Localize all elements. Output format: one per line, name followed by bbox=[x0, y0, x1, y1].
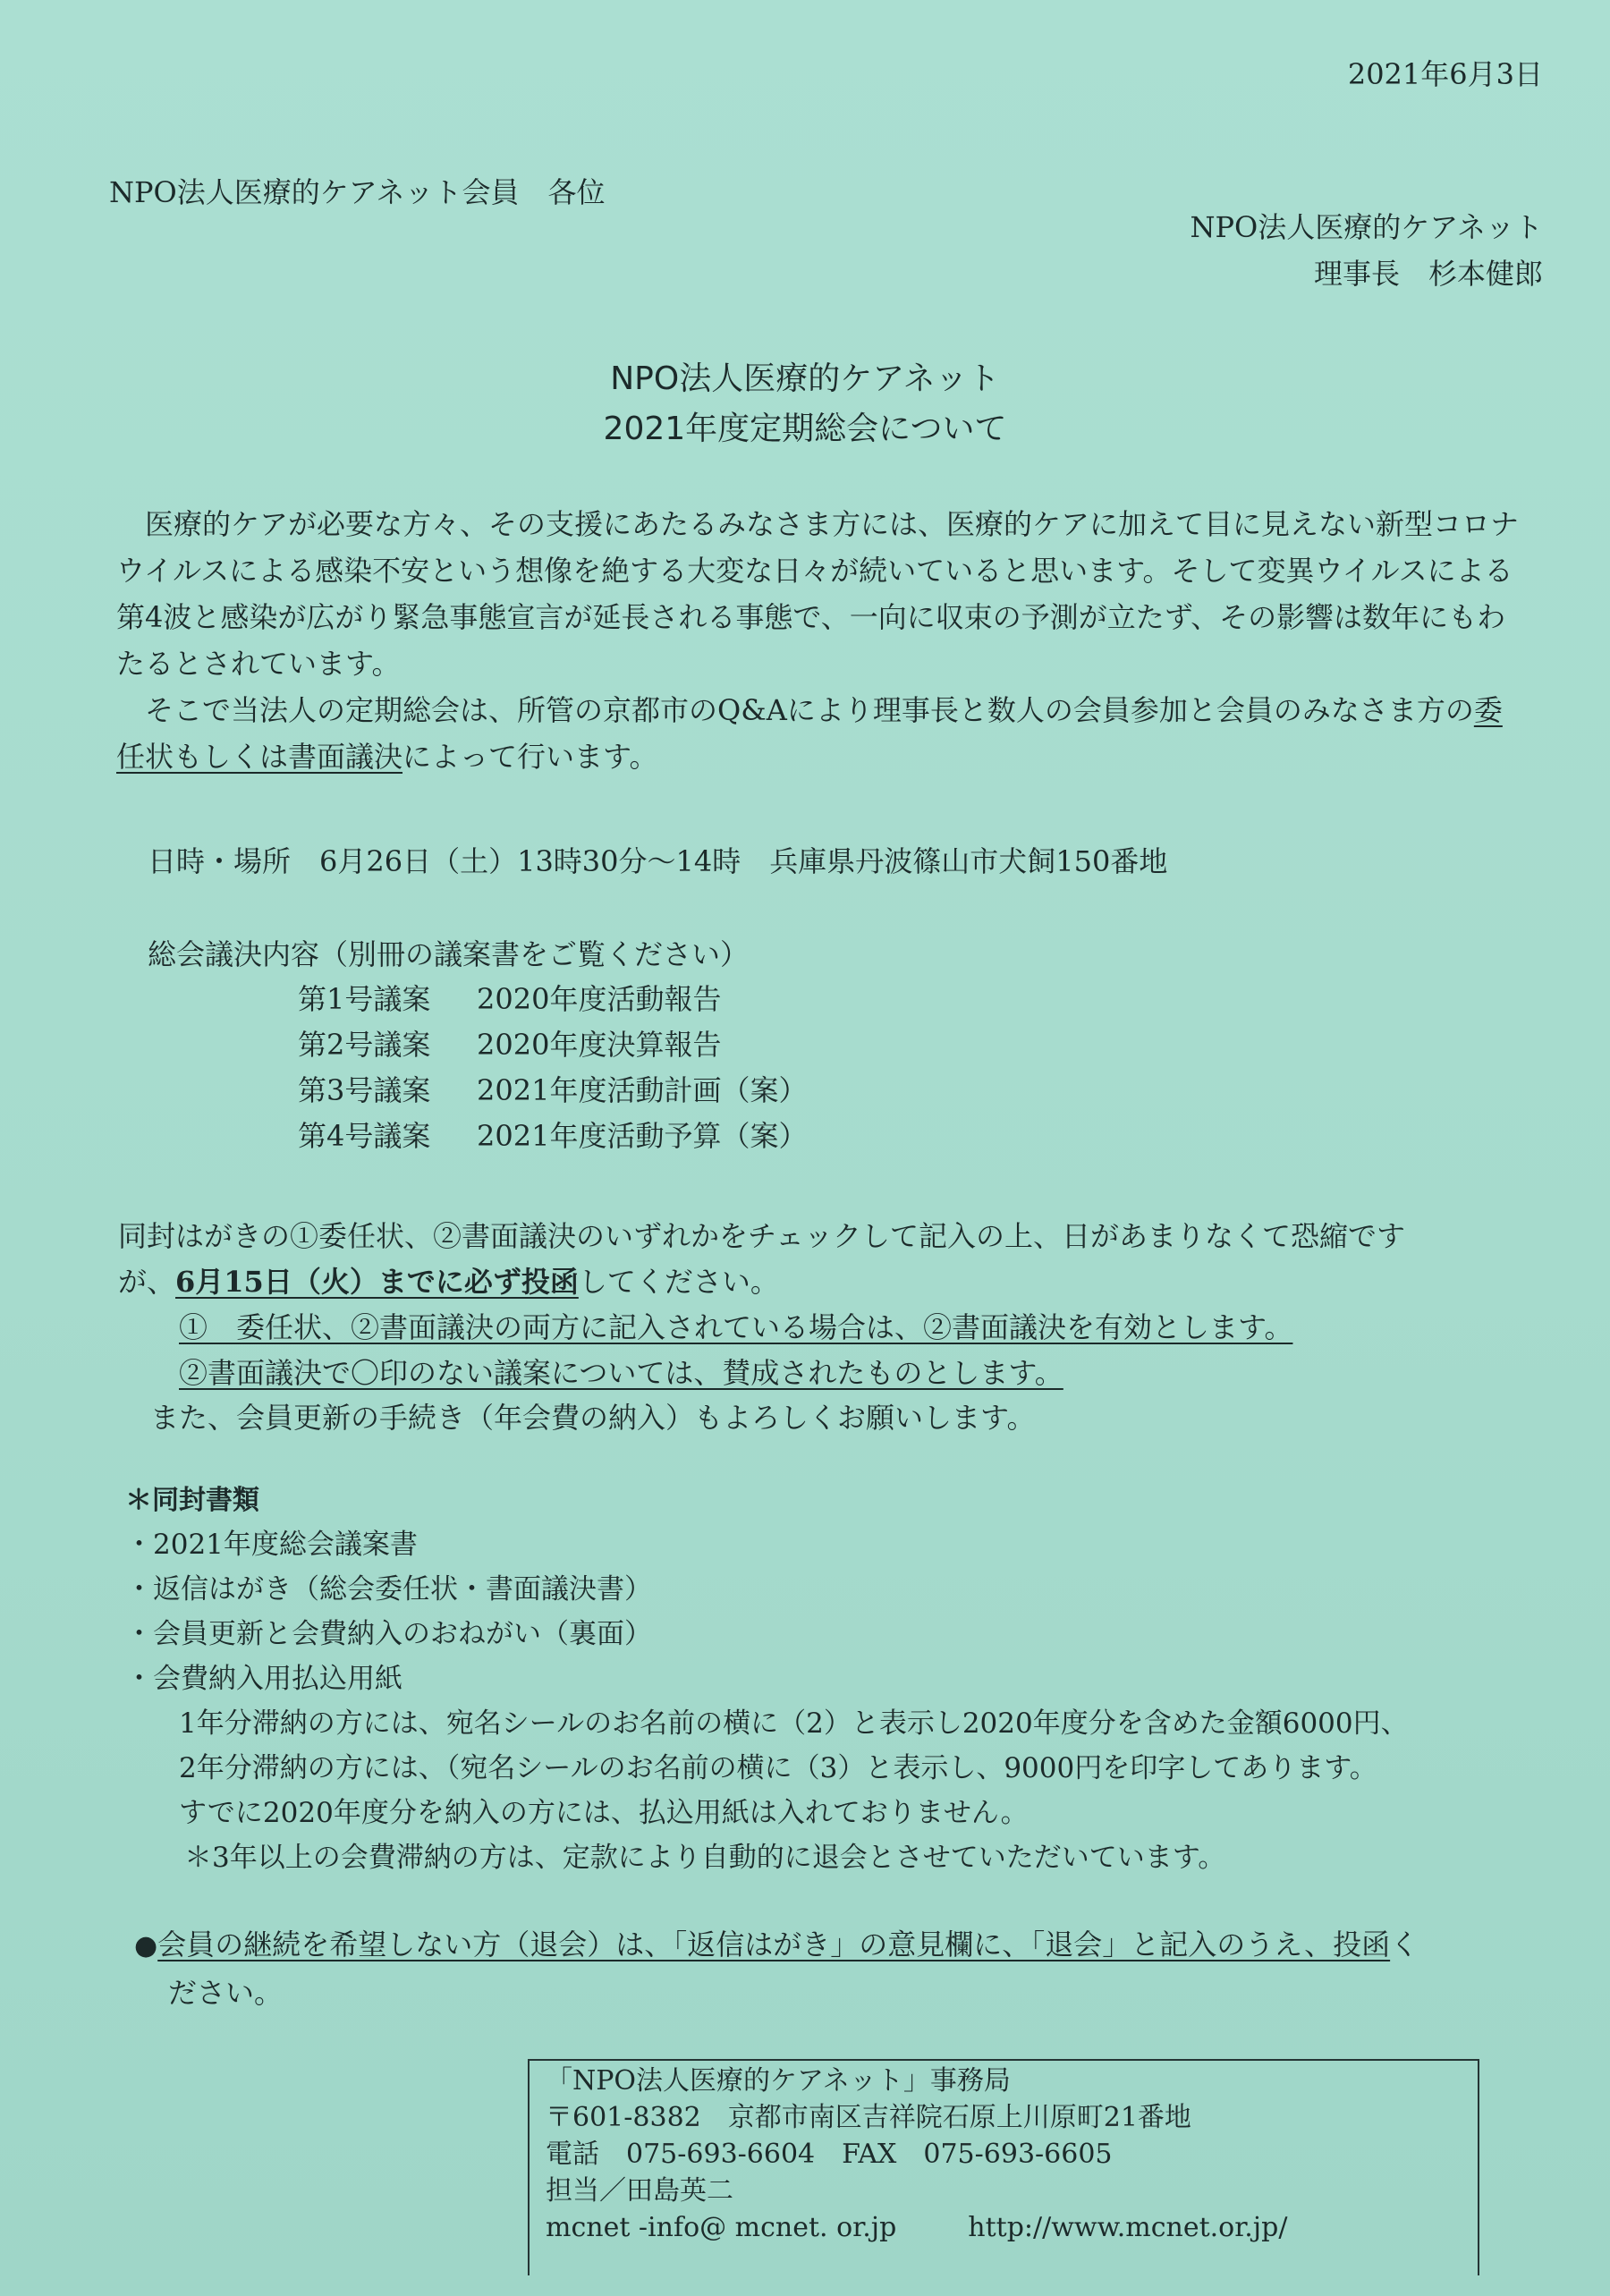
agenda-title: 2021年度活動予算（案） bbox=[477, 1119, 808, 1153]
meeting-datetime-place: 日時・場所 6月26日（土）13時30分～14時 兵庫県丹波篠山市犬飼150番地 bbox=[148, 844, 1168, 878]
payment-note: 2年分滞納の方には、（宛名シールのお名前の横に（3）と表示し、9000円を印字してあります。 bbox=[179, 1752, 1377, 1784]
payment-note: すでに2020年度分を納入の方には、払込用紙は入れておりません。 bbox=[179, 1797, 1029, 1829]
office-phone-fax: 電話 075-693-6604 FAX 075-693-6605 bbox=[546, 2139, 1113, 2170]
body-paragraph-2-text: そこで当法人の定期総会は、所管の京都市のQ&Aにより理事長と数人の会員参加と会員のみなさま方の bbox=[145, 693, 1474, 727]
agenda-heading: 総会議決内容（別冊の議案書をご覧ください） bbox=[148, 937, 750, 971]
payment-notes bbox=[179, 1701, 1409, 1880]
notice-line-2-start: が、 bbox=[118, 1265, 176, 1299]
agenda-item bbox=[298, 1068, 807, 1114]
document-title bbox=[0, 354, 1610, 454]
office-name: 「NPO法人医療的ケアネット」事務局 bbox=[546, 2065, 1011, 2097]
agenda-title: 2020年度決算報告 bbox=[477, 1028, 722, 1062]
enclosure-item: ・会費納入用払込用紙 bbox=[125, 1663, 402, 1695]
payment-note: ＊3年以上の会費滞納の方は、定款により自動的に退会とさせていただいています。 bbox=[184, 1842, 1226, 1874]
agenda-item bbox=[298, 977, 807, 1022]
office-address: 〒601-8382 京都市南区吉祥院石原上川原町21番地 bbox=[546, 2102, 1191, 2133]
withdrawal-line-2: ださい。 bbox=[168, 1976, 284, 2010]
body-text bbox=[116, 501, 1530, 780]
notice-line-2 bbox=[118, 1259, 1405, 1305]
notice-line-2-end: してください。 bbox=[578, 1265, 779, 1299]
proxy-vote-underlined: 委任状もしくは書面議決 bbox=[116, 693, 1503, 774]
enclosures-heading: ＊同封書類 bbox=[125, 1485, 259, 1516]
agenda-title: 2021年度活動計画（案） bbox=[477, 1073, 808, 1107]
title-line-2: 2021年度定期総会について bbox=[603, 411, 1007, 447]
body-paragraph-2 bbox=[116, 687, 1530, 780]
voting-rule-2: ②書面議決で〇印のない議案については、賛成されたものとします。 bbox=[179, 1356, 1063, 1390]
withdrawal-text-underlined: 会員の継続を希望しない方（退会）は、「返信はがき」の意見欄に、「退会」と記入のうえ、投函 bbox=[157, 1927, 1391, 1961]
title-line-1: NPO法人医療的ケアネット bbox=[610, 360, 1000, 397]
voting-rules bbox=[179, 1305, 1292, 1396]
sender-block bbox=[1191, 204, 1544, 297]
sender-name: 理事長 杉本健郎 bbox=[1313, 257, 1543, 291]
withdrawal-notice bbox=[134, 1921, 1419, 2016]
agenda-item bbox=[298, 1022, 807, 1068]
notice-instructions bbox=[118, 1214, 1405, 1305]
office-online bbox=[546, 2209, 1287, 2246]
letter-date: 2021年6月3日 bbox=[1347, 57, 1543, 91]
voting-rule-1: ① 委任状、②書面議決の両方に記入されている場合は、②書面議決を有効とします。 bbox=[179, 1310, 1293, 1344]
agenda-item bbox=[298, 1114, 807, 1159]
body-paragraph-2-end: によって行います。 bbox=[402, 740, 658, 774]
recipient-line: NPO法人医療的ケアネット会員 各位 bbox=[109, 175, 606, 209]
agenda-list bbox=[298, 977, 807, 1159]
office-email: mcnet -info@ mcnet. or.jp bbox=[546, 2212, 897, 2243]
enclosures-list bbox=[125, 1522, 652, 1701]
agenda-number: 第4号議案 bbox=[298, 1119, 431, 1153]
withdrawal-line-1 bbox=[134, 1921, 1419, 1970]
bullet-icon: ● bbox=[134, 1930, 158, 1961]
agenda-number: 第1号議案 bbox=[298, 982, 431, 1016]
office-contact-person: 担当／田島英二 bbox=[546, 2175, 733, 2207]
deadline-underlined: 6月15日（火）までに必ず投函 bbox=[175, 1265, 579, 1299]
payment-note: 1年分滞納の方には、宛名シールのお名前の横に（2）と表示し2020年度分を含めた金額6000円、 bbox=[179, 1707, 1409, 1740]
agenda-number: 第2号議案 bbox=[298, 1028, 431, 1062]
enclosure-item: ・2021年度総会議案書 bbox=[125, 1529, 418, 1561]
body-paragraph-1: 医療的ケアが必要な方々、その支援にあたるみなさま方には、医療的ケアに加えて目に見えない新型コロナウイルスによる感染不安という想像を絶する大変な日々が続いていると思います。そして変異ウイルスによる第4波と感染が広がり緊急事態宣言が延長される事態で、一向に収束の予測が立たず、その影響は数年にもわたるとされています。 bbox=[116, 507, 1520, 681]
enclosure-item: ・会員更新と会費納入のおねがい（裏面） bbox=[125, 1618, 652, 1650]
office-url: http://www.mcnet.or.jp/ bbox=[968, 2212, 1288, 2243]
agenda-number: 第3号議案 bbox=[298, 1073, 431, 1107]
enclosure-item: ・返信はがき（総会委任状・書面議決書） bbox=[125, 1573, 652, 1606]
sender-organization: NPO法人医療的ケアネット bbox=[1190, 210, 1543, 244]
office-contact bbox=[546, 2063, 1287, 2246]
notice-line-1: 同封はがきの①委任状、②書面議決のいずれかをチェックして記入の上、日があまりなくて恐縮です bbox=[118, 1219, 1406, 1253]
agenda-title: 2020年度活動報告 bbox=[477, 982, 722, 1016]
withdrawal-text-end: く bbox=[1390, 1927, 1419, 1961]
renewal-request: また、会員更新の手続き（年会費の納入）もよろしくお願いします。 bbox=[150, 1401, 1036, 1435]
